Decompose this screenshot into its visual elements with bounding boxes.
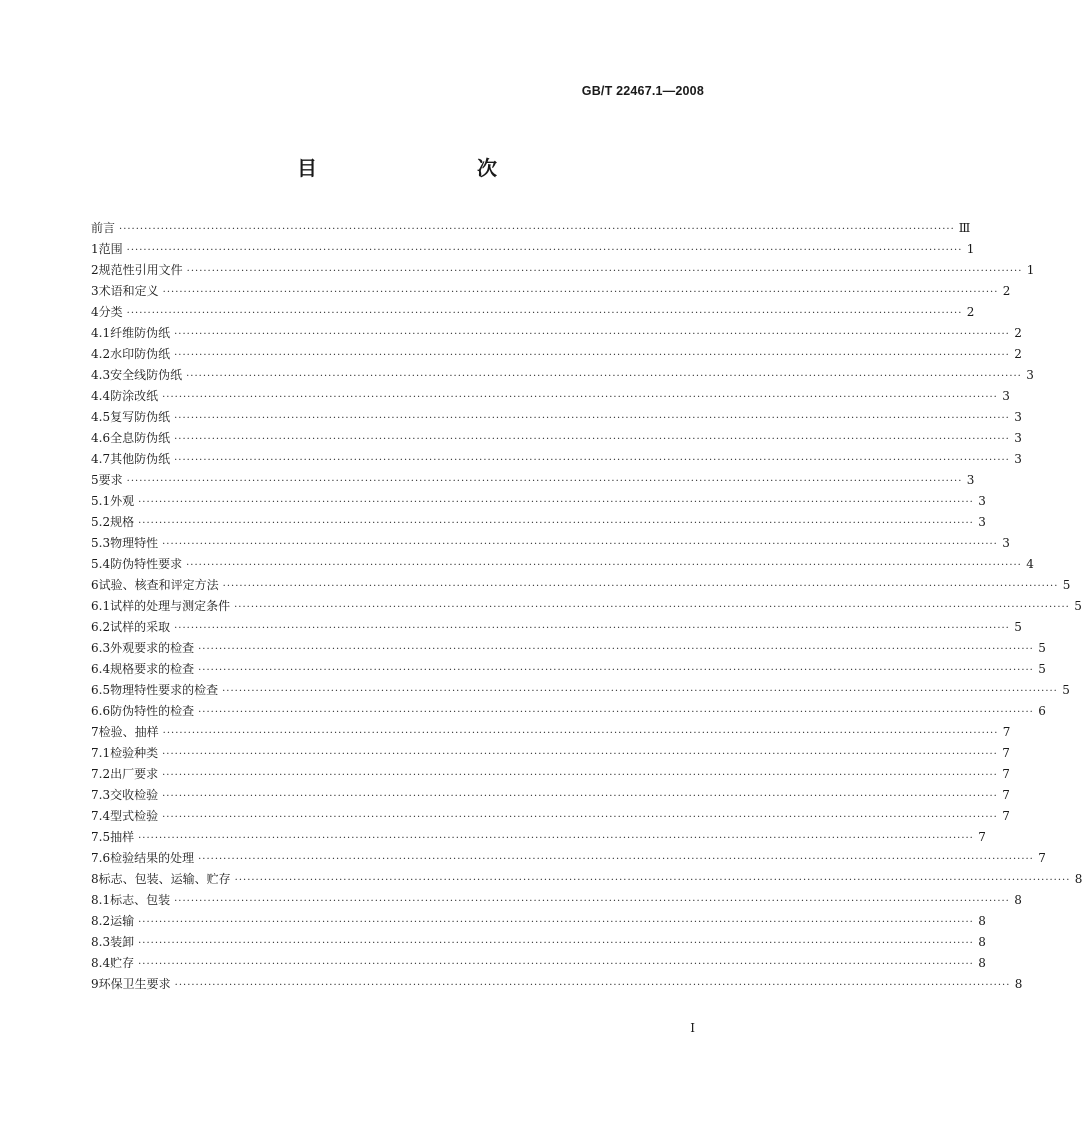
toc-entry[interactable] [91, 974, 1023, 995]
toc-entry-label: 规范性引用文件 [98, 263, 183, 277]
toc-entry-page: 8 [1014, 977, 1023, 991]
dot-leader: ········································································································································································································ [162, 728, 999, 739]
toc-entry-number: 5.3 [91, 536, 111, 550]
toc-entry-page: 8 [978, 956, 986, 970]
toc-entry-label: 复写防伪纸 [110, 410, 171, 424]
toc-entry-number: 4.4 [91, 389, 111, 403]
toc-entry-number: 6.5 [91, 683, 111, 697]
toc-entry-number: 4.5 [91, 410, 111, 424]
dot-leader: ········································································································································································································ [174, 350, 1010, 361]
toc-entry-page: 7 [1002, 725, 1011, 739]
toc-entry-number: 9 [91, 977, 99, 991]
dot-leader: ········································································································································································································ [162, 539, 998, 550]
toc-entry-label: 出厂要求 [110, 767, 159, 781]
toc-entry[interactable] [91, 365, 1034, 386]
toc-entry-label: 试样的处理与测定条件 [110, 599, 231, 613]
toc-entry-number: 7.3 [91, 788, 111, 802]
toc-entry-label: 安全线防伪纸 [110, 368, 183, 382]
toc-entry-page: 5 [1038, 641, 1046, 655]
toc-entry-label: 外观要求的检查 [110, 641, 195, 655]
toc-entry-page: 7 [1002, 746, 1010, 760]
toc-entry-page: 3 [1002, 389, 1010, 403]
toc-entry-page: 7 [1002, 767, 1010, 781]
toc-entry-number: 1 [91, 242, 99, 256]
toc-entry-page: 5 [1038, 662, 1046, 676]
toc-entry[interactable] [91, 218, 971, 239]
toc-entry-label: 检验结果的处理 [110, 851, 195, 865]
toc-entry-label: 标志、包装 [110, 893, 171, 907]
table-of-contents [91, 218, 1082, 995]
toc-entry-page: 2 [1014, 326, 1022, 340]
toc-entry[interactable] [91, 911, 986, 932]
toc-entry[interactable] [91, 428, 1022, 449]
toc-entry[interactable] [91, 785, 1010, 806]
toc-entry[interactable] [91, 512, 986, 533]
toc-entry-label: 前言 [91, 221, 116, 235]
toc-entry[interactable] [91, 701, 1046, 722]
dot-leader: ········································································································································································································ [198, 644, 1034, 655]
toc-entry-label: 范围 [98, 242, 123, 256]
toc-entry[interactable] [91, 869, 1082, 890]
dot-leader: ········································································································································································································ [138, 833, 974, 844]
toc-entry-label: 装卸 [110, 935, 135, 949]
dot-leader: ········································································································································································································ [174, 455, 1010, 466]
toc-entry-number: 2 [91, 263, 99, 277]
dot-leader: ········································································································································································································ [174, 980, 1011, 991]
toc-entry-page: 5 [1014, 620, 1022, 634]
toc-entry-number: 6.1 [91, 599, 111, 613]
toc-entry-page: 3 [1002, 536, 1010, 550]
toc-entry-label: 环保卫生要求 [98, 977, 171, 991]
dot-leader: ········································································································································································································ [119, 224, 955, 235]
toc-entry-number: 7.4 [91, 809, 111, 823]
toc-entry[interactable] [91, 491, 986, 512]
dot-leader: ········································································································································································································ [162, 287, 999, 298]
toc-entry-label: 贮存 [110, 956, 135, 970]
toc-entry[interactable] [91, 953, 986, 974]
dot-leader: ········································································································································································································ [138, 497, 974, 508]
toc-entry-number: 5.2 [91, 515, 111, 529]
toc-entry-number: 6.6 [91, 704, 111, 718]
toc-entry-page: 8 [978, 914, 986, 928]
toc-entry-page: 3 [966, 473, 975, 487]
toc-entry-page: 7 [1002, 788, 1010, 802]
toc-entry-page: 8 [1074, 872, 1082, 886]
toc-entry-label: 检验种类 [110, 746, 159, 760]
toc-entry[interactable] [91, 386, 1010, 407]
dot-leader: ········································································································································································································ [126, 476, 963, 487]
dot-leader: ········································································································································································································ [234, 602, 1070, 613]
toc-entry-number: 7.5 [91, 830, 111, 844]
toc-entry-number: 8.2 [91, 914, 111, 928]
dot-leader: ········································································································································································································ [174, 896, 1010, 907]
toc-entry-number: 7.2 [91, 767, 111, 781]
dot-leader: ········································································································································································································ [186, 266, 1023, 277]
toc-entry-label: 其他防伪纸 [110, 452, 171, 466]
toc-entry-page: Ⅲ [958, 221, 971, 235]
toc-entry-number: 4.3 [91, 368, 111, 382]
toc-entry-label: 防伪特性要求 [110, 557, 183, 571]
toc-entry[interactable] [91, 890, 1022, 911]
toc-entry[interactable] [91, 617, 1022, 638]
toc-entry-page: 3 [1014, 410, 1022, 424]
toc-entry-label: 抽样 [110, 830, 135, 844]
toc-entry-number: 4 [91, 305, 99, 319]
toc-entry-page: 3 [1014, 431, 1022, 445]
dot-leader: ········································································································································································································ [174, 434, 1010, 445]
toc-entry[interactable] [91, 407, 1022, 428]
toc-entry[interactable] [91, 239, 975, 260]
toc-entry[interactable] [91, 680, 1070, 701]
toc-entry-label: 全息防伪纸 [110, 431, 171, 445]
toc-entry-page: 6 [1038, 704, 1046, 718]
toc-entry-number: 4.6 [91, 431, 111, 445]
dot-leader: ········································································································································································································ [162, 392, 998, 403]
dot-leader: ········································································································································································································ [186, 560, 1022, 571]
toc-entry-label: 规格 [110, 515, 135, 529]
toc-entry-label: 纤维防伪纸 [110, 326, 171, 340]
dot-leader: ········································································································································································································ [174, 623, 1010, 634]
toc-entry-label: 物理特性要求的检查 [110, 683, 219, 697]
dot-leader: ········································································································································································································ [174, 413, 1010, 424]
toc-entry-label: 水印防伪纸 [110, 347, 171, 361]
dot-leader: ········································································································································································································ [222, 686, 1058, 697]
toc-entry-label: 试验、核查和评定方法 [98, 578, 219, 592]
toc-entry-number: 5.4 [91, 557, 111, 571]
toc-entry[interactable] [91, 575, 1071, 596]
toc-entry[interactable] [91, 743, 1010, 764]
dot-leader: ········································································································································································································ [198, 707, 1034, 718]
dot-leader: ········································································································································································································ [222, 581, 1059, 592]
dot-leader: ········································································································································································································ [162, 812, 998, 823]
toc-entry-number: 6 [91, 578, 99, 592]
toc-entry[interactable] [91, 638, 1046, 659]
toc-entry[interactable] [91, 806, 1010, 827]
toc-entry-page: 3 [1014, 452, 1022, 466]
toc-entry-page: 3 [978, 494, 986, 508]
page-title: 目 次 [297, 156, 537, 180]
toc-entry-label: 运输 [110, 914, 135, 928]
toc-entry[interactable] [91, 449, 1022, 470]
dot-leader: ········································································································································································································ [198, 665, 1034, 676]
toc-entry[interactable] [91, 722, 1011, 743]
toc-entry-label: 试样的采取 [110, 620, 171, 634]
toc-entry-number: 4.7 [91, 452, 111, 466]
toc-entry-number: 7 [91, 725, 99, 739]
toc-entry[interactable] [91, 323, 1022, 344]
toc-entry-number: 6.2 [91, 620, 111, 634]
toc-entry-number: 5.1 [91, 494, 111, 508]
standard-code: GB/T 22467.1—2008 [581, 84, 704, 98]
dot-leader: ········································································································································································································ [138, 938, 974, 949]
dot-leader: ········································································································································································································ [126, 245, 963, 256]
toc-entry-label: 物理特性 [110, 536, 159, 550]
page-number: I [690, 1021, 695, 1035]
toc-entry-number: 4.2 [91, 347, 111, 361]
dot-leader: ········································································································································································································ [162, 770, 998, 781]
dot-leader: ········································································································································································································ [174, 329, 1010, 340]
dot-leader: ········································································································································································································ [138, 518, 974, 529]
toc-entry[interactable] [91, 470, 975, 491]
dot-leader: ········································································································································································································ [162, 749, 998, 760]
toc-entry-label: 要求 [98, 473, 123, 487]
toc-entry[interactable] [91, 827, 986, 848]
toc-entry-page: 3 [1026, 368, 1034, 382]
toc-entry-number: 4.1 [91, 326, 111, 340]
dot-leader: ········································································································································································································ [234, 875, 1071, 886]
toc-entry-page: 1 [1026, 263, 1035, 277]
toc-entry[interactable] [91, 659, 1046, 680]
dot-leader: ········································································································································································································ [138, 917, 974, 928]
toc-entry[interactable] [91, 302, 975, 323]
toc-entry-number: 8.3 [91, 935, 111, 949]
dot-leader: ········································································································································································································ [198, 854, 1034, 865]
toc-entry-page: 3 [978, 515, 986, 529]
toc-entry-number: 6.4 [91, 662, 111, 676]
toc-entry-label: 防涂改纸 [110, 389, 159, 403]
toc-entry-label: 术语和定义 [98, 284, 159, 298]
toc-entry-label: 防伪特性的检查 [110, 704, 195, 718]
toc-entry[interactable] [91, 596, 1082, 617]
toc-entry-label: 外观 [110, 494, 135, 508]
toc-entry[interactable] [91, 932, 986, 953]
toc-entry-number: 6.3 [91, 641, 111, 655]
toc-entry-page: 5 [1062, 578, 1071, 592]
toc-entry-number: 8.1 [91, 893, 111, 907]
toc-entry-number: 7.1 [91, 746, 111, 760]
dot-leader: ········································································································································································································ [162, 791, 998, 802]
toc-entry-number: 5 [91, 473, 99, 487]
toc-entry-number: 8.4 [91, 956, 111, 970]
toc-entry-label: 分类 [98, 305, 123, 319]
dot-leader: ········································································································································································································ [138, 959, 974, 970]
toc-entry[interactable] [91, 533, 1010, 554]
toc-entry[interactable] [91, 764, 1010, 785]
toc-entry-page: 8 [978, 935, 986, 949]
toc-entry[interactable] [91, 281, 1011, 302]
toc-entry-page: 5 [1062, 683, 1070, 697]
dot-leader: ········································································································································································································ [126, 308, 963, 319]
dot-leader: ········································································································································································································ [186, 371, 1022, 382]
toc-entry-page: 4 [1026, 557, 1034, 571]
toc-entry[interactable] [91, 260, 1035, 281]
toc-entry-page: 7 [1038, 851, 1046, 865]
toc-entry-label: 交收检验 [110, 788, 159, 802]
toc-entry-number: 8 [91, 872, 99, 886]
toc-entry-number: 3 [91, 284, 99, 298]
toc-entry-page: 2 [1002, 284, 1011, 298]
toc-entry-label: 检验、抽样 [98, 725, 159, 739]
toc-entry-page: 8 [1014, 893, 1022, 907]
toc-entry-label: 规格要求的检查 [110, 662, 195, 676]
toc-entry[interactable] [91, 344, 1022, 365]
toc-entry-page: 1 [966, 242, 975, 256]
toc-entry-page: 2 [1014, 347, 1022, 361]
toc-entry-page: 2 [966, 305, 975, 319]
toc-entry-page: 7 [978, 830, 986, 844]
toc-entry-page: 7 [1002, 809, 1010, 823]
toc-entry-page: 5 [1074, 599, 1082, 613]
toc-entry[interactable] [91, 848, 1046, 869]
toc-entry-number: 7.6 [91, 851, 111, 865]
toc-entry[interactable] [91, 554, 1034, 575]
toc-entry-label: 标志、包装、运输、贮存 [98, 872, 231, 886]
toc-entry-label: 型式检验 [110, 809, 159, 823]
